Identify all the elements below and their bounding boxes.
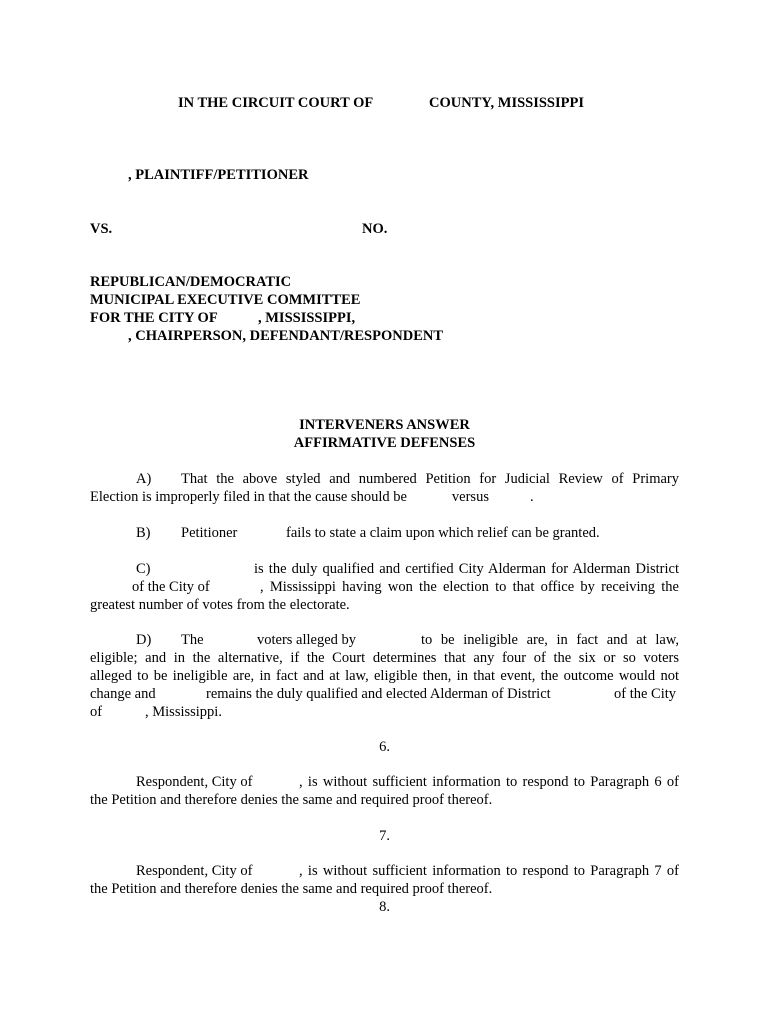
court-heading-right: COUNTY, MISSISSIPPI bbox=[429, 95, 584, 111]
court-heading-left: IN THE CIRCUIT COURT OF bbox=[178, 95, 374, 111]
defense-c-line-3: greatest number of votes from the electorate. bbox=[90, 597, 350, 613]
defense-d-line-2: eligible; and in the alternative, if the Court determines that any four of the six or so voters bbox=[90, 650, 679, 666]
defense-b-text: fails to state a claim upon which relief can be granted. bbox=[286, 525, 600, 541]
paragraph-6-number: 6. bbox=[379, 739, 390, 755]
paragraph-7-number: 7. bbox=[379, 828, 390, 844]
defense-d-voters: voters alleged by bbox=[257, 632, 357, 648]
defense-d-of: of bbox=[90, 704, 103, 720]
paragraph-7-respondent: Respondent, City of bbox=[136, 863, 253, 879]
defendant-line-4: , CHAIRPERSON, DEFENDANT/RESPONDENT bbox=[128, 328, 444, 344]
defense-d-change-and: change and bbox=[90, 686, 156, 702]
defendant-line-3-state: , MISSISSIPPI, bbox=[258, 310, 356, 326]
document-subtitle: AFFIRMATIVE DEFENSES bbox=[293, 435, 476, 451]
paragraph-6-respondent: Respondent, City of bbox=[136, 774, 253, 790]
document-title: INTERVENERS ANSWER bbox=[299, 417, 470, 433]
plaintiff-line: , PLAINTIFF/PETITIONER bbox=[128, 167, 309, 183]
defense-d-remains: remains the duly qualified and elected Alderman of District bbox=[206, 686, 551, 702]
defense-b-label: B) bbox=[136, 525, 151, 541]
defense-d-of-the-city: of the City bbox=[614, 686, 677, 702]
defense-d-line-3: alleged to be ineligible are, in fact and at law, eligible then, in that event, the outcome would not bbox=[90, 668, 679, 684]
paragraph-7-line-1: , is without sufficient information to respond to Paragraph 7 of bbox=[299, 863, 679, 879]
versus-label: VS. bbox=[90, 221, 113, 237]
defense-a-text: Election is improperly filed in that the cause should be bbox=[90, 489, 407, 505]
defense-a-line-2 bbox=[90, 488, 534, 506]
defense-a-line-1: That the above styled and numbered Petition for Judicial Review of Primary bbox=[181, 471, 679, 487]
defense-c-label: C) bbox=[136, 561, 151, 577]
defense-c-line-1: is the duly qualified and certified City Alderman for Alderman District bbox=[254, 561, 679, 577]
paragraph-7-line-2: the Petition and therefore denies the same and required proof thereof. bbox=[90, 881, 493, 897]
defense-a-label: A) bbox=[136, 471, 152, 487]
defense-d-the: The bbox=[181, 632, 204, 648]
case-number-label: NO. bbox=[362, 221, 388, 237]
paragraph-6-line-2: the Petition and therefore denies the same and required proof thereof. bbox=[90, 792, 493, 808]
defense-c-city-of: of the City of bbox=[132, 579, 210, 595]
defendant-line-1: REPUBLICAN/DEMOCRATIC bbox=[90, 274, 292, 290]
defense-c-line-2: , Mississippi having won the election to that office by receiving the bbox=[260, 579, 679, 595]
defense-a-versus: versus bbox=[451, 489, 489, 505]
defense-d-label: D) bbox=[136, 632, 152, 648]
defense-b-petitioner: Petitioner bbox=[181, 525, 238, 541]
defense-a-period: . bbox=[529, 489, 534, 505]
paragraph-8-number: 8. bbox=[379, 899, 390, 915]
defense-d-mississippi: , Mississippi. bbox=[145, 704, 222, 720]
defense-d-line-1-end: to be ineligible are, in fact and at law, bbox=[421, 632, 679, 648]
paragraph-6-line-1: , is without sufficient information to respond to Paragraph 6 of bbox=[299, 774, 679, 790]
defendant-line-2: MUNICIPAL EXECUTIVE COMMITTEE bbox=[90, 292, 361, 308]
defendant-line-3: FOR THE CITY OF bbox=[90, 310, 218, 326]
